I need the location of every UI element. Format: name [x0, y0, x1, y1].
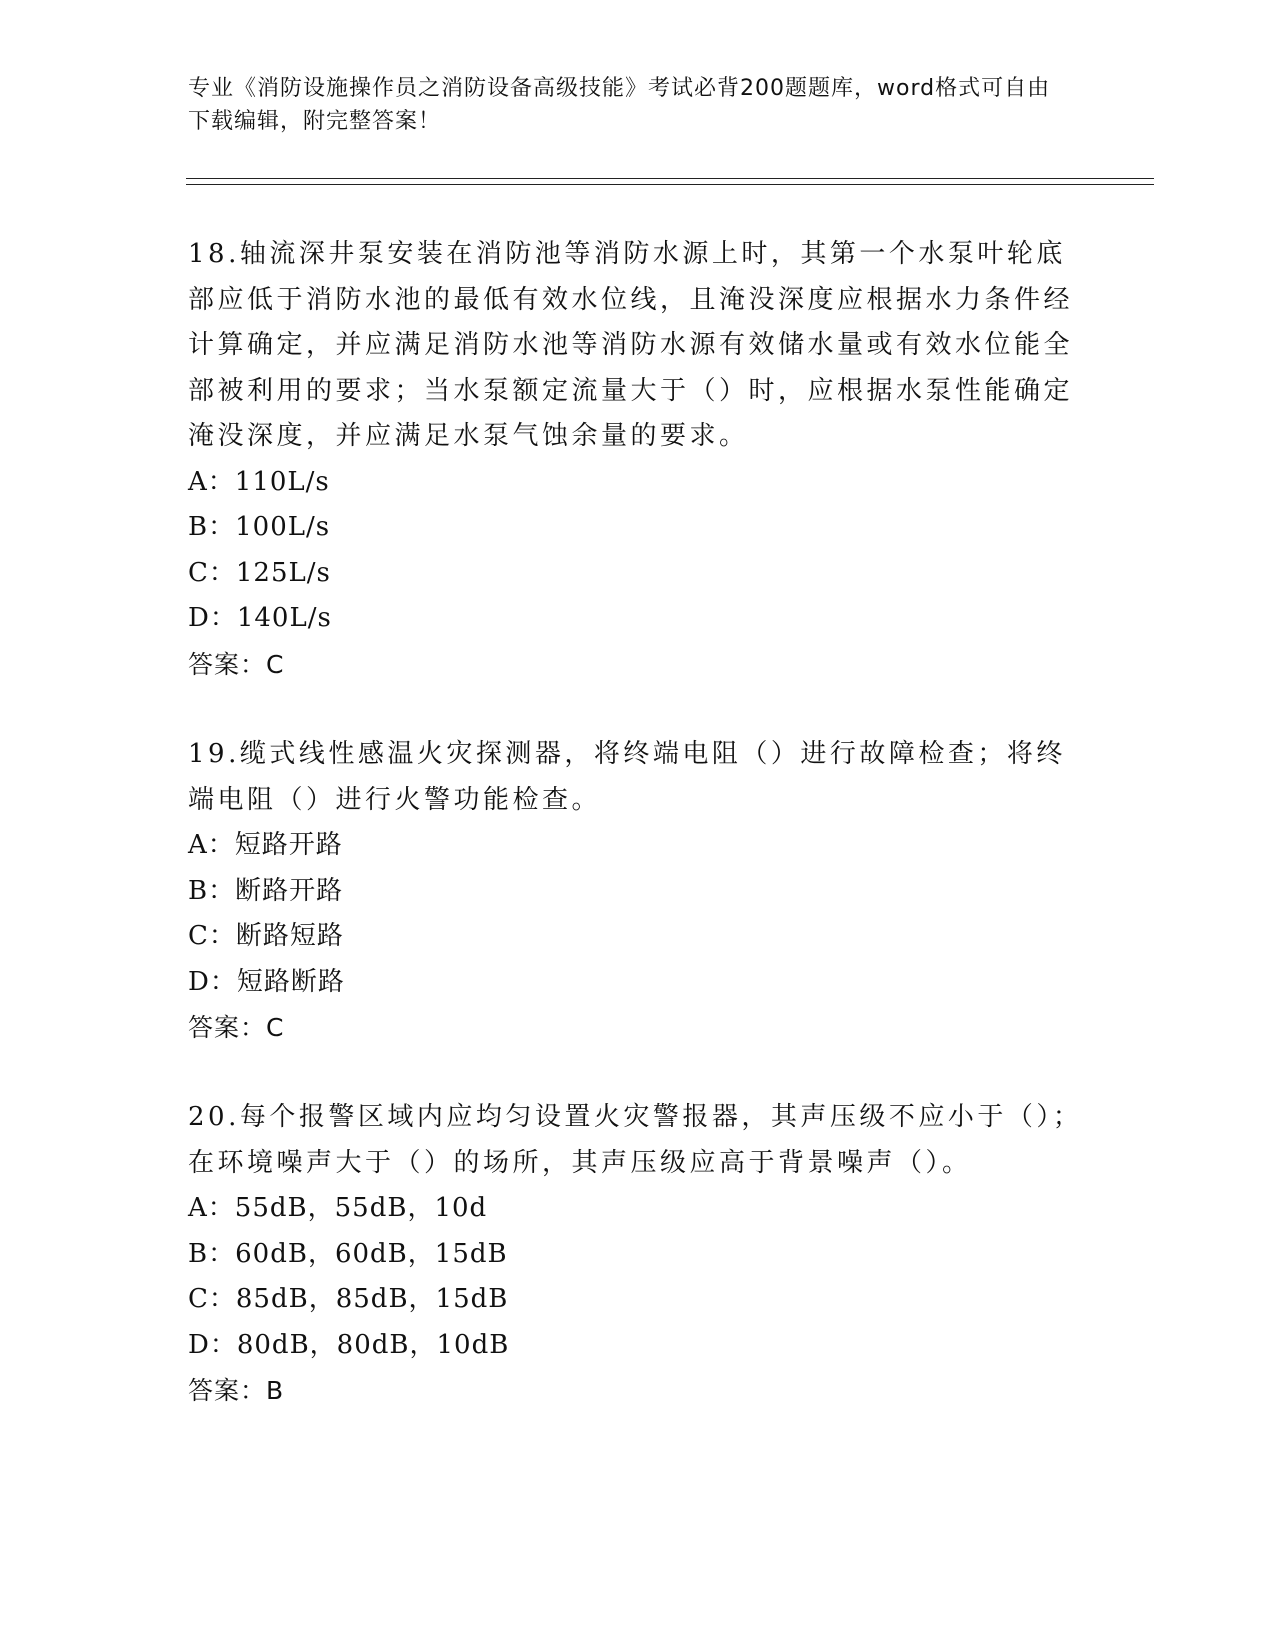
- question-stem: 19.缆式线性感温火灾探测器，将终端电阻（）进行故障检查；将终端电阻（）进行火警功能检查。: [188, 739, 1066, 815]
- option-a: A：110L/s: [188, 466, 330, 497]
- document-header: 专业《消防设施操作员之消防设备高级技能》考试必背200题题库，word格式可自由下载编辑，附完整答案！: [188, 76, 1051, 134]
- question-18: [188, 232, 1083, 687]
- answer-line: 答案：C: [188, 1013, 285, 1042]
- question-stem: 20.每个报警区域内应均匀设置火灾警报器，其声压级不应小于（）；在环境噪声大于（）的场所，其声压级应高于背景噪声（）。: [188, 1102, 1083, 1178]
- option-d: D：短路断路: [188, 966, 345, 997]
- option-c: C：125L/s: [188, 557, 331, 588]
- option-a: A：55dB，55dB，10d: [188, 1193, 488, 1223]
- option-a: A：短路开路: [188, 830, 343, 860]
- question-19: [188, 732, 1083, 1051]
- option-d: D：80dB，80dB，10dB: [188, 1329, 510, 1360]
- header-double-rule: [186, 178, 1154, 185]
- answer-line: 答案：B: [188, 1376, 285, 1405]
- option-b: B：断路开路: [188, 875, 344, 906]
- question-stem: 18.轴流深井泵安装在消防池等消防水源上时，其第一个水泵叶轮底部应低于消防水池的最低有效水位线，且淹没深度应根据水力条件经计算确定，并应满足消防水池等消防水源有效储水量或有效水位能全部被利用的要求；当水泵额定流量大于（）时，应根据水泵性能确定淹没深度，并应满足水泵气蚀余量的要求。: [188, 239, 1074, 451]
- question-20: [188, 1095, 1083, 1414]
- option-d: D：140L/s: [188, 603, 332, 633]
- option-c: C：85dB，85dB，15dB: [188, 1284, 509, 1314]
- option-b: B：60dB，60dB，15dB: [188, 1238, 508, 1269]
- option-c: C：断路短路: [188, 921, 344, 951]
- answer-line: 答案：C: [188, 649, 285, 679]
- option-b: B：100L/s: [188, 512, 331, 542]
